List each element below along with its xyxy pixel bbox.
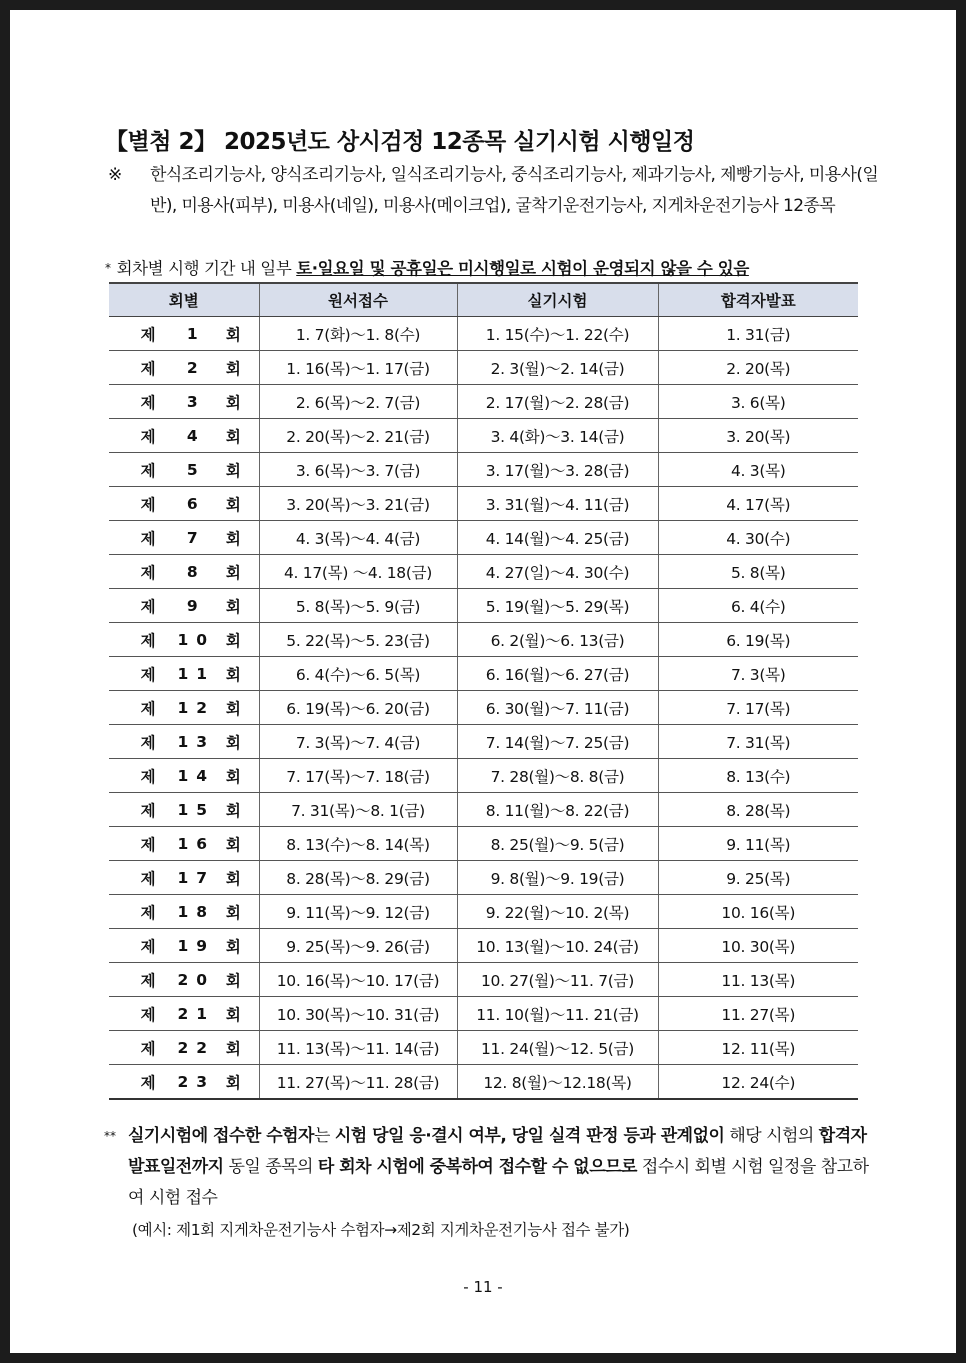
round-number: 22 <box>177 1038 216 1057</box>
result-date-cell: 10. 16(목) <box>658 895 858 929</box>
round-suffix: 회 <box>225 869 241 888</box>
exam-period-cell: 6. 16(월)～6. 27(금) <box>457 657 658 691</box>
round-cell <box>109 1031 259 1065</box>
result-date-cell: 6. 4(수) <box>658 589 858 623</box>
table-row <box>109 725 858 759</box>
application-period-cell: 8. 28(목)～8. 29(금) <box>259 861 457 895</box>
round-cell <box>109 385 259 419</box>
round-number: 5 <box>186 460 206 479</box>
table-row <box>109 1031 858 1065</box>
page-number: - 11 - <box>463 1278 503 1296</box>
round-number: 15 <box>177 800 216 819</box>
exam-period-cell: 2. 17(월)～2. 28(금) <box>457 385 658 419</box>
round-number: 17 <box>177 868 216 887</box>
round-number: 7 <box>186 528 206 547</box>
round-cell <box>109 419 259 453</box>
holiday-note <box>105 255 749 279</box>
application-period-cell: 7. 31(목)～8. 1(금) <box>259 793 457 827</box>
exam-period-cell: 5. 19(월)～5. 29(목) <box>457 589 658 623</box>
result-date-cell: 3. 20(목) <box>658 419 858 453</box>
exam-period-cell: 3. 31(월)～4. 11(금) <box>457 487 658 521</box>
table-row <box>109 351 858 385</box>
asterisk-mark: * <box>105 261 111 275</box>
exam-period-cell: 6. 30(월)～7. 11(금) <box>457 691 658 725</box>
holiday-note-emphasis: 토·일요일 및 공휴일은 미시행일로 시험이 운영되지 않을 수 있음 <box>296 259 749 278</box>
table-row <box>109 487 858 521</box>
round-prefix: 제 <box>140 529 156 548</box>
target-items-text: 한식조리기능사, 양식조리기능사, 일식조리기능사, 중식조리기능사, 제과기능사, 제빵기능사, 미용사(일반), 미용사(피부), 미용사(네일), 미용사(메이크업), 굴착기운전기능사, 지게차운전기능사 12종목 <box>150 165 879 216</box>
round-suffix: 회 <box>225 325 241 344</box>
application-period-cell: 10. 16(목)～10. 17(금) <box>259 963 457 997</box>
round-suffix: 회 <box>225 971 241 990</box>
round-cell <box>109 793 259 827</box>
round-suffix: 회 <box>225 393 241 412</box>
round-cell <box>109 1065 259 1100</box>
table-row <box>109 1065 858 1100</box>
header-result-announcement: 합격자발표 <box>658 283 858 317</box>
round-suffix: 회 <box>225 427 241 446</box>
result-date-cell: 4. 17(목) <box>658 487 858 521</box>
round-suffix: 회 <box>225 1039 241 1058</box>
exam-period-cell: 3. 4(화)～3. 14(금) <box>457 419 658 453</box>
round-prefix: 제 <box>140 869 156 888</box>
table-row <box>109 317 858 351</box>
round-cell <box>109 623 259 657</box>
round-suffix: 회 <box>225 529 241 548</box>
round-number: 1 <box>186 324 206 343</box>
table-row <box>109 861 858 895</box>
round-number: 8 <box>186 562 206 581</box>
header-practical-exam: 실기시험 <box>457 283 658 317</box>
round-prefix: 제 <box>140 665 156 684</box>
application-period-cell: 2. 20(목)～2. 21(금) <box>259 419 457 453</box>
result-date-cell: 12. 24(수) <box>658 1065 858 1100</box>
target-items-note <box>108 160 883 221</box>
round-number: 11 <box>177 664 216 683</box>
table-row <box>109 759 858 793</box>
round-number: 21 <box>177 1004 216 1023</box>
round-cell <box>109 759 259 793</box>
exam-period-cell: 2. 3(월)～2. 14(금) <box>457 351 658 385</box>
exam-period-cell: 10. 27(월)～11. 7(금) <box>457 963 658 997</box>
exam-period-cell: 11. 24(월)～12. 5(금) <box>457 1031 658 1065</box>
round-prefix: 제 <box>140 937 156 956</box>
round-prefix: 제 <box>140 1005 156 1024</box>
round-cell <box>109 487 259 521</box>
application-period-cell: 1. 16(목)～1. 17(금) <box>259 351 457 385</box>
schedule-table <box>109 282 858 1100</box>
application-period-cell: 10. 30(목)～10. 31(금) <box>259 997 457 1031</box>
page-title: 【별첨 2】 2025년도 상시검정 12종목 실기시험 시행일정 <box>105 129 695 155</box>
round-prefix: 제 <box>140 631 156 650</box>
round-cell <box>109 351 259 385</box>
result-date-cell: 7. 31(목) <box>658 725 858 759</box>
application-period-cell: 9. 11(목)～9. 12(금) <box>259 895 457 929</box>
exam-period-cell: 4. 14(월)～4. 25(금) <box>457 521 658 555</box>
round-suffix: 회 <box>225 563 241 582</box>
document-page <box>10 10 956 1353</box>
round-prefix: 제 <box>140 1073 156 1092</box>
notice-bold-2: 시험 당일 응·결시 여부, 당일 실격 판정 등과 관계없이 <box>334 1126 725 1146</box>
round-prefix: 제 <box>140 835 156 854</box>
table-row <box>109 997 858 1031</box>
exam-period-cell: 12. 8(월)～12.18(목) <box>457 1065 658 1100</box>
round-prefix: 제 <box>140 563 156 582</box>
reference-mark: ※ <box>108 165 123 185</box>
round-prefix: 제 <box>140 427 156 446</box>
round-cell <box>109 963 259 997</box>
round-prefix: 제 <box>140 359 156 378</box>
round-cell <box>109 997 259 1031</box>
exam-period-cell: 1. 15(수)～1. 22(수) <box>457 317 658 351</box>
round-suffix: 회 <box>225 1005 241 1024</box>
exam-period-cell: 4. 27(일)～4. 30(수) <box>457 555 658 589</box>
table-row <box>109 623 858 657</box>
round-number: 18 <box>177 902 216 921</box>
table-row <box>109 827 858 861</box>
header-application: 원서접수 <box>259 283 457 317</box>
round-cell <box>109 691 259 725</box>
round-suffix: 회 <box>225 495 241 514</box>
round-suffix: 회 <box>225 903 241 922</box>
round-suffix: 회 <box>225 733 241 752</box>
result-date-cell: 9. 11(목) <box>658 827 858 861</box>
application-period-cell: 3. 6(목)～3. 7(금) <box>259 453 457 487</box>
round-number: 6 <box>186 494 206 513</box>
application-period-cell: 6. 19(목)～6. 20(금) <box>259 691 457 725</box>
round-cell <box>109 453 259 487</box>
round-number: 13 <box>177 732 216 751</box>
round-prefix: 제 <box>140 903 156 922</box>
result-date-cell: 5. 8(목) <box>658 555 858 589</box>
exam-period-cell: 9. 22(월)～10. 2(목) <box>457 895 658 929</box>
round-number: 23 <box>177 1072 216 1091</box>
round-suffix: 회 <box>225 1073 241 1092</box>
header-round: 회별 <box>109 283 259 317</box>
exam-period-cell: 7. 14(월)～7. 25(금) <box>457 725 658 759</box>
exam-period-cell: 3. 17(월)～3. 28(금) <box>457 453 658 487</box>
double-asterisk-mark: ** <box>104 1129 116 1143</box>
notice-text-1: 는 <box>313 1126 335 1146</box>
round-prefix: 제 <box>140 971 156 990</box>
round-cell <box>109 521 259 555</box>
exam-period-cell: 6. 2(월)～6. 13(금) <box>457 623 658 657</box>
application-period-cell: 7. 3(목)～7. 4(금) <box>259 725 457 759</box>
result-date-cell: 2. 20(목) <box>658 351 858 385</box>
schedule-table-body <box>109 317 858 1100</box>
result-date-cell: 3. 6(목) <box>658 385 858 419</box>
application-period-cell: 8. 13(수)～8. 14(목) <box>259 827 457 861</box>
round-cell <box>109 725 259 759</box>
notice-bold-3: 합격자 발표일전까지 <box>128 1126 867 1177</box>
table-row <box>109 453 858 487</box>
round-number: 16 <box>177 834 216 853</box>
round-cell <box>109 827 259 861</box>
round-prefix: 제 <box>140 733 156 752</box>
round-suffix: 회 <box>225 699 241 718</box>
round-cell <box>109 555 259 589</box>
round-number: 10 <box>177 630 216 649</box>
example-note: (예시: 제1회 지게차운전기능사 수험자→제2회 지게차운전기능사 접수 불가) <box>132 1221 630 1239</box>
round-prefix: 제 <box>140 1039 156 1058</box>
notice-bold-1: 실기시험에 접수한 수험자 <box>128 1126 314 1146</box>
round-prefix: 제 <box>140 325 156 344</box>
exam-period-cell: 8. 25(월)～9. 5(금) <box>457 827 658 861</box>
application-period-cell: 9. 25(목)～9. 26(금) <box>259 929 457 963</box>
round-number: 12 <box>177 698 216 717</box>
result-date-cell: 4. 3(목) <box>658 453 858 487</box>
result-date-cell: 4. 30(수) <box>658 521 858 555</box>
holiday-note-text: 회차별 시행 기간 내 일부 <box>116 259 297 278</box>
application-period-cell: 3. 20(목)～3. 21(금) <box>259 487 457 521</box>
result-date-cell: 6. 19(목) <box>658 623 858 657</box>
table-row <box>109 793 858 827</box>
round-number: 2 <box>186 358 206 377</box>
table-row <box>109 657 858 691</box>
notice-text-4: 접수시 회별 시험 일정을 참고하여 시험 접수 <box>128 1157 869 1208</box>
round-prefix: 제 <box>140 495 156 514</box>
notice-body <box>128 1121 879 1214</box>
round-number: 20 <box>177 970 216 989</box>
exam-period-cell: 9. 8(월)～9. 19(금) <box>457 861 658 895</box>
application-period-cell: 5. 8(목)～5. 9(금) <box>259 589 457 623</box>
round-suffix: 회 <box>225 665 241 684</box>
application-period-cell: 7. 17(목)～7. 18(금) <box>259 759 457 793</box>
round-cell <box>109 317 259 351</box>
round-cell <box>109 589 259 623</box>
round-suffix: 회 <box>225 835 241 854</box>
application-period-cell: 4. 3(목)～4. 4(금) <box>259 521 457 555</box>
exam-period-cell: 7. 28(월)～8. 8(금) <box>457 759 658 793</box>
round-cell <box>109 861 259 895</box>
round-number: 9 <box>186 596 206 615</box>
table-row <box>109 419 858 453</box>
result-date-cell: 7. 17(목) <box>658 691 858 725</box>
exam-period-cell: 10. 13(월)～10. 24(금) <box>457 929 658 963</box>
table-header-row <box>109 283 858 317</box>
round-suffix: 회 <box>225 937 241 956</box>
round-suffix: 회 <box>225 801 241 820</box>
round-number: 3 <box>186 392 206 411</box>
round-prefix: 제 <box>140 393 156 412</box>
result-date-cell: 8. 13(수) <box>658 759 858 793</box>
table-row <box>109 589 858 623</box>
round-suffix: 회 <box>225 597 241 616</box>
round-suffix: 회 <box>225 767 241 786</box>
round-cell <box>109 929 259 963</box>
round-prefix: 제 <box>140 801 156 820</box>
round-cell <box>109 657 259 691</box>
round-prefix: 제 <box>140 597 156 616</box>
exam-period-cell: 11. 10(월)～11. 21(금) <box>457 997 658 1031</box>
application-period-cell: 5. 22(목)～5. 23(금) <box>259 623 457 657</box>
result-date-cell: 11. 27(목) <box>658 997 858 1031</box>
round-number: 4 <box>186 426 206 445</box>
result-date-cell: 12. 11(목) <box>658 1031 858 1065</box>
table-row <box>109 895 858 929</box>
table-row <box>109 963 858 997</box>
application-period-cell: 4. 17(목) ～4. 18(금) <box>259 555 457 589</box>
round-suffix: 회 <box>225 359 241 378</box>
application-period-cell: 1. 7(화)～1. 8(수) <box>259 317 457 351</box>
round-number: 14 <box>177 766 216 785</box>
application-period-cell: 6. 4(수)～6. 5(목) <box>259 657 457 691</box>
table-row <box>109 521 858 555</box>
notice-text-3: 동일 종목의 <box>223 1157 318 1177</box>
round-prefix: 제 <box>140 699 156 718</box>
result-date-cell: 1. 31(금) <box>658 317 858 351</box>
application-period-cell: 2. 6(목)～2. 7(금) <box>259 385 457 419</box>
table-row <box>109 385 858 419</box>
table-row <box>109 929 858 963</box>
round-suffix: 회 <box>225 631 241 650</box>
duplicate-application-notice <box>104 1121 879 1214</box>
result-date-cell: 10. 30(목) <box>658 929 858 963</box>
application-period-cell: 11. 27(목)～11. 28(금) <box>259 1065 457 1100</box>
round-cell <box>109 895 259 929</box>
round-prefix: 제 <box>140 767 156 786</box>
notice-bold-4: 타 회차 시험에 중복하여 접수할 수 없으므로 <box>317 1157 637 1177</box>
application-period-cell: 11. 13(목)～11. 14(금) <box>259 1031 457 1065</box>
result-date-cell: 7. 3(목) <box>658 657 858 691</box>
result-date-cell: 11. 13(목) <box>658 963 858 997</box>
round-number: 19 <box>177 936 216 955</box>
table-row <box>109 555 858 589</box>
result-date-cell: 9. 25(목) <box>658 861 858 895</box>
round-prefix: 제 <box>140 461 156 480</box>
exam-period-cell: 8. 11(월)～8. 22(금) <box>457 793 658 827</box>
table-row <box>109 691 858 725</box>
round-suffix: 회 <box>225 461 241 480</box>
notice-text-2: 해당 시험의 <box>724 1126 819 1146</box>
result-date-cell: 8. 28(목) <box>658 793 858 827</box>
